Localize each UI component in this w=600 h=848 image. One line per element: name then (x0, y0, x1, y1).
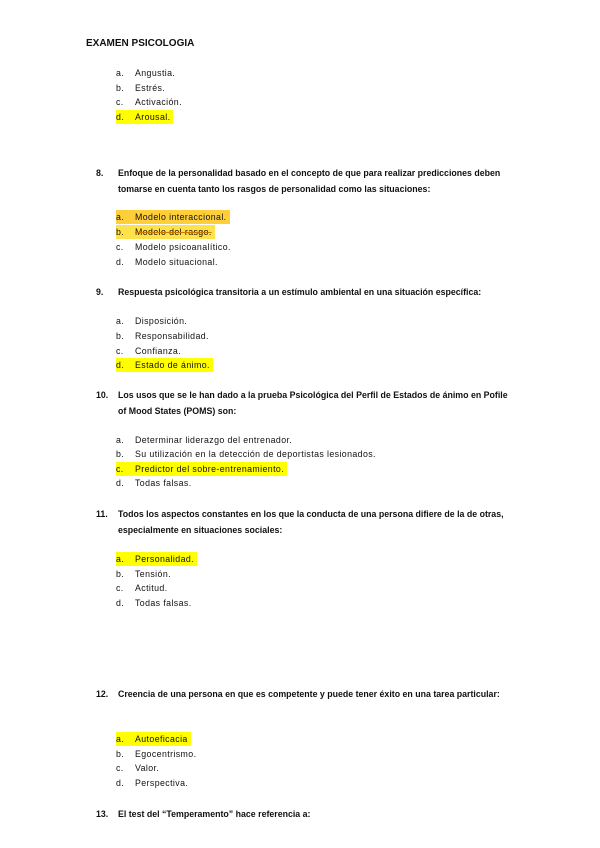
option-letter: b. (116, 331, 125, 341)
option-letter: c. (116, 242, 124, 252)
option-letter: a. (116, 554, 125, 564)
option-text: Tensión. (135, 569, 171, 579)
q7-option-a (116, 66, 175, 80)
question-number: 8. (96, 168, 104, 178)
option-text: Determinar liderazgo del entrenador. (135, 435, 293, 445)
q12-option-c (116, 761, 159, 775)
option-text: Egocentrismo. (135, 749, 197, 759)
question-11 (96, 506, 516, 538)
option-text: Arousal. (135, 112, 171, 122)
option-letter: d. (116, 478, 125, 488)
question-text: Respuesta psicológica transitoria a un estímulo ambiental en una situación específica: (118, 287, 482, 297)
q9-option-b (116, 329, 209, 343)
question-text: Todos los aspectos constantes en los que la conducta de una persona difiere de la de otras, especialmente en situaciones sociales: (118, 509, 504, 535)
option-text: Todas falsas. (135, 598, 192, 608)
q10-option-d (116, 476, 192, 490)
question-number: 13. (96, 809, 109, 819)
option-letter: a. (116, 435, 125, 445)
option-text: Predictor del sobre-entrenamiento. (135, 464, 285, 474)
option-text: Su utilización en la detección de deportistas lesionados. (135, 449, 376, 459)
option-text: Actitud. (135, 583, 168, 593)
q10-option-b (116, 447, 376, 461)
option-letter: a. (116, 68, 125, 78)
question-text: Enfoque de la personalidad basado en el concepto de que para realizar predicciones deben tomarse en cuenta tanto los rasgos de personalidad como las situaciones: (118, 168, 501, 194)
q8-option-a-highlighted (116, 210, 230, 224)
option-text: Modelo psicoanalítico. (135, 242, 231, 252)
option-letter: d. (116, 598, 125, 608)
q8-option-b-strikethrough (116, 225, 215, 239)
question-9 (96, 284, 516, 300)
question-number: 9. (96, 287, 104, 297)
option-letter: a. (116, 316, 125, 326)
option-text: Activación. (135, 97, 182, 107)
option-letter: c. (116, 583, 124, 593)
option-text: Estado de ánimo. (135, 360, 210, 370)
q12-option-b (116, 747, 196, 761)
option-text: Estrés. (135, 83, 166, 93)
option-letter: d. (116, 778, 125, 788)
option-letter: c. (116, 763, 124, 773)
option-letter: b. (116, 749, 125, 759)
q7-option-b (116, 81, 165, 95)
option-text: Valor. (135, 763, 160, 773)
option-text: Confianza. (135, 346, 182, 356)
option-text: Disposición. (135, 316, 188, 326)
q7-option-c (116, 95, 182, 109)
q11-option-c (116, 581, 168, 595)
option-letter: d. (116, 257, 125, 267)
option-letter: c. (116, 97, 124, 107)
option-letter: d. (116, 112, 125, 122)
q8-option-c (116, 240, 231, 254)
option-text: Modelo del rasgo. (135, 227, 212, 237)
question-number: 11. (96, 509, 108, 519)
option-letter: a. (116, 212, 125, 222)
q11-option-b (116, 567, 171, 581)
option-text: Modelo situacional. (135, 257, 218, 267)
option-letter: b. (116, 569, 125, 579)
option-text: Todas falsas. (135, 478, 192, 488)
question-13 (96, 806, 516, 822)
q9-option-d-highlighted (116, 358, 213, 372)
document-title: EXAMEN PSICOLOGIA (86, 38, 195, 49)
option-letter: c. (116, 346, 124, 356)
question-8 (96, 165, 516, 197)
q10-option-c-highlighted (116, 462, 287, 476)
option-text: Responsabilidad. (135, 331, 209, 341)
question-text: Los usos que se le han dado a la prueba Psicológica del Perfil de Estados de ánimo en Pofile of Mood States (POMS) son: (118, 390, 508, 416)
q7-option-d-highlighted (116, 110, 173, 124)
q11-option-a-highlighted (116, 552, 197, 566)
option-letter: b. (116, 227, 125, 237)
option-text: Personalidad. (135, 554, 194, 564)
q8-option-d (116, 255, 218, 269)
question-number: 10. (96, 390, 109, 400)
question-12 (96, 686, 516, 702)
question-number: 12. (96, 689, 109, 699)
option-letter: a. (116, 734, 125, 744)
q10-option-a (116, 433, 292, 447)
question-text: Creencia de una persona en que es competente y puede tener éxito en una tarea particular: (118, 689, 500, 699)
q12-option-d (116, 776, 188, 790)
q11-option-d (116, 596, 192, 610)
question-text: El test del “Temperamento” hace referencia a: (118, 809, 311, 819)
option-letter: b. (116, 449, 125, 459)
option-text: Modelo interaccional. (135, 212, 227, 222)
q9-option-a (116, 314, 187, 328)
option-text: Autoeficacia (135, 734, 188, 744)
option-letter: b. (116, 83, 125, 93)
question-10 (96, 387, 516, 419)
option-text: Angustia. (135, 68, 176, 78)
q12-option-a-highlighted (116, 732, 191, 746)
option-letter: d. (116, 360, 125, 370)
q9-option-c (116, 344, 181, 358)
option-text: Perspectiva. (135, 778, 189, 788)
option-letter: c. (116, 464, 124, 474)
